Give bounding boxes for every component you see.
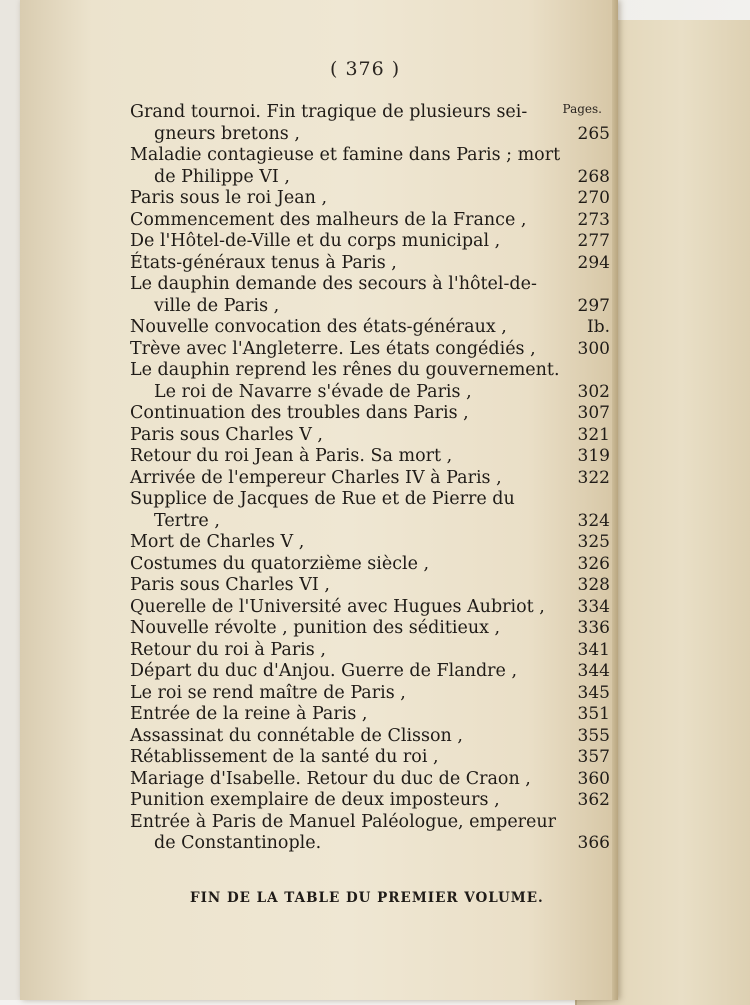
- entry-page: 268: [577, 166, 610, 187]
- entry-title-cont: Tertre ,: [154, 510, 220, 531]
- entry-title-cont: Le roi de Navarre s'évade de Paris ,: [154, 381, 472, 402]
- entry-title-cont: de Constantinople.: [154, 833, 322, 853]
- toc-entry: [130, 747, 610, 769]
- entry-page: 328: [577, 575, 610, 595]
- toc-entry: [130, 360, 610, 403]
- entry-title: Le roi se rend maître de Paris ,: [130, 682, 406, 703]
- entry-title: Mariage d'Isabelle. Retour du duc de Craon ,: [130, 768, 531, 789]
- toc-entry: [130, 618, 610, 640]
- entry-page: 273: [577, 209, 610, 230]
- entry-title: Le dauphin reprend les rênes du gouvernement.: [130, 360, 560, 380]
- entry-page: 297: [577, 295, 610, 316]
- entry-page: 345: [577, 682, 610, 703]
- toc-entry: [130, 597, 610, 619]
- entry-page: 307: [577, 403, 610, 423]
- entry-page: 360: [577, 768, 610, 789]
- entry-title: Arrivée de l'empereur Charles IV à Paris ,: [130, 467, 502, 488]
- entry-title: Paris sous Charles V ,: [130, 424, 323, 445]
- entry-page: 265: [577, 123, 610, 144]
- toc-entry: [130, 769, 610, 791]
- entry-title-cont: ville de Paris ,: [154, 295, 280, 316]
- toc-entry: [130, 812, 610, 855]
- entry-title: Grand tournoi. Fin tragique de plusieurs sei-: [130, 102, 528, 122]
- toc-entry: [130, 532, 610, 554]
- entry-title: Querelle de l'Université avec Hugues Aubriot ,: [130, 596, 545, 617]
- entry-title: Retour du roi Jean à Paris. Sa mort ,: [130, 446, 453, 466]
- toc-entry: [130, 640, 610, 662]
- toc-entry: [130, 188, 610, 210]
- entry-page: 351: [577, 704, 610, 724]
- entry-title: Retour du roi à Paris ,: [130, 639, 326, 660]
- toc-entry: [130, 489, 610, 532]
- entry-page: 302: [577, 381, 610, 402]
- entry-title: Assassinat du connétable de Clisson ,: [130, 725, 463, 746]
- toc-entry: [130, 704, 610, 726]
- entry-page: 341: [577, 639, 610, 660]
- page-number: ( 376 ): [330, 58, 401, 80]
- entry-title: Paris sous le roi Jean ,: [130, 188, 328, 208]
- entry-page: 336: [577, 618, 610, 638]
- entry-page: 326: [577, 553, 610, 574]
- entry-page: 344: [577, 661, 610, 681]
- entry-title: Punition exemplaire de deux imposteurs ,: [130, 790, 500, 810]
- toc-entry: [130, 274, 610, 317]
- entry-page: 355: [577, 725, 610, 746]
- entry-title: Départ du duc d'Anjou. Guerre de Flandre ,: [130, 661, 518, 681]
- table-of-contents: [130, 102, 610, 855]
- toc-entry: [130, 446, 610, 468]
- toc-entry: [130, 145, 610, 188]
- entry-page: 277: [577, 231, 610, 251]
- entry-title: Paris sous Charles VI ,: [130, 575, 330, 595]
- end-of-table-note: FIN DE LA TABLE DU PREMIER VOLUME.: [190, 890, 544, 906]
- toc-entry: [130, 468, 610, 490]
- entry-title: Maladie contagieuse et famine dans Paris ; mort: [130, 145, 561, 165]
- entry-title: Supplice de Jacques de Rue et de Pierre du: [130, 489, 515, 509]
- entry-page: 319: [577, 446, 610, 466]
- toc-entry: [130, 661, 610, 683]
- entry-page: 324: [577, 510, 610, 531]
- entry-page: 334: [577, 596, 610, 617]
- entry-title: Commencement des malheurs de la France ,: [130, 209, 527, 230]
- entry-page: 362: [577, 790, 610, 810]
- entry-page: 366: [577, 833, 610, 853]
- entry-title: Nouvelle convocation des états-généraux ,: [130, 317, 507, 337]
- entry-page: 325: [577, 532, 610, 552]
- entry-title: Rétablissement de la santé du roi ,: [130, 747, 439, 767]
- entry-page: 357: [577, 747, 610, 767]
- entry-page: 294: [577, 252, 610, 273]
- toc-entry: [130, 253, 610, 275]
- toc-entry: [130, 102, 610, 145]
- entry-page: 321: [577, 424, 610, 445]
- entry-title: Costumes du quatorzième siècle ,: [130, 553, 430, 574]
- toc-entry: [130, 403, 610, 425]
- entry-page: 270: [577, 188, 610, 208]
- entry-title: Entrée de la reine à Paris ,: [130, 704, 368, 724]
- book-page: [20, 0, 618, 1000]
- entry-title-cont: de Philippe VI ,: [154, 166, 290, 187]
- entry-title: Trève avec l'Angleterre. Les états congédiés ,: [130, 338, 536, 359]
- entry-title: Le dauphin demande des secours à l'hôtel-de-: [130, 274, 537, 294]
- toc-entry: [130, 425, 610, 447]
- pages-header: Pages.: [562, 102, 602, 116]
- entry-title: États-généraux tenus à Paris ,: [130, 252, 397, 273]
- entry-page: 300: [577, 338, 610, 359]
- toc-entry: [130, 683, 610, 705]
- entry-title: Mort de Charles V ,: [130, 532, 305, 552]
- toc-entry: [130, 339, 610, 361]
- entry-title-cont: gneurs bretons ,: [154, 123, 300, 144]
- entry-title: Continuation des troubles dans Paris ,: [130, 403, 469, 423]
- toc-entry: [130, 317, 610, 339]
- toc-entry: [130, 790, 610, 812]
- toc-entry: [130, 575, 610, 597]
- entry-page: Ib.: [586, 317, 610, 337]
- entry-page: 322: [577, 467, 610, 488]
- entry-title: Nouvelle révolte , punition des séditieux ,: [130, 618, 501, 638]
- toc-entry: [130, 554, 610, 576]
- entry-title: De l'Hôtel-de-Ville et du corps municipal ,: [130, 231, 501, 251]
- toc-entry: [130, 726, 610, 748]
- toc-entry: [130, 210, 610, 232]
- toc-entry: [130, 231, 610, 253]
- entry-title: Entrée à Paris de Manuel Paléologue, empereur: [130, 811, 557, 832]
- page-edge: [612, 0, 618, 1000]
